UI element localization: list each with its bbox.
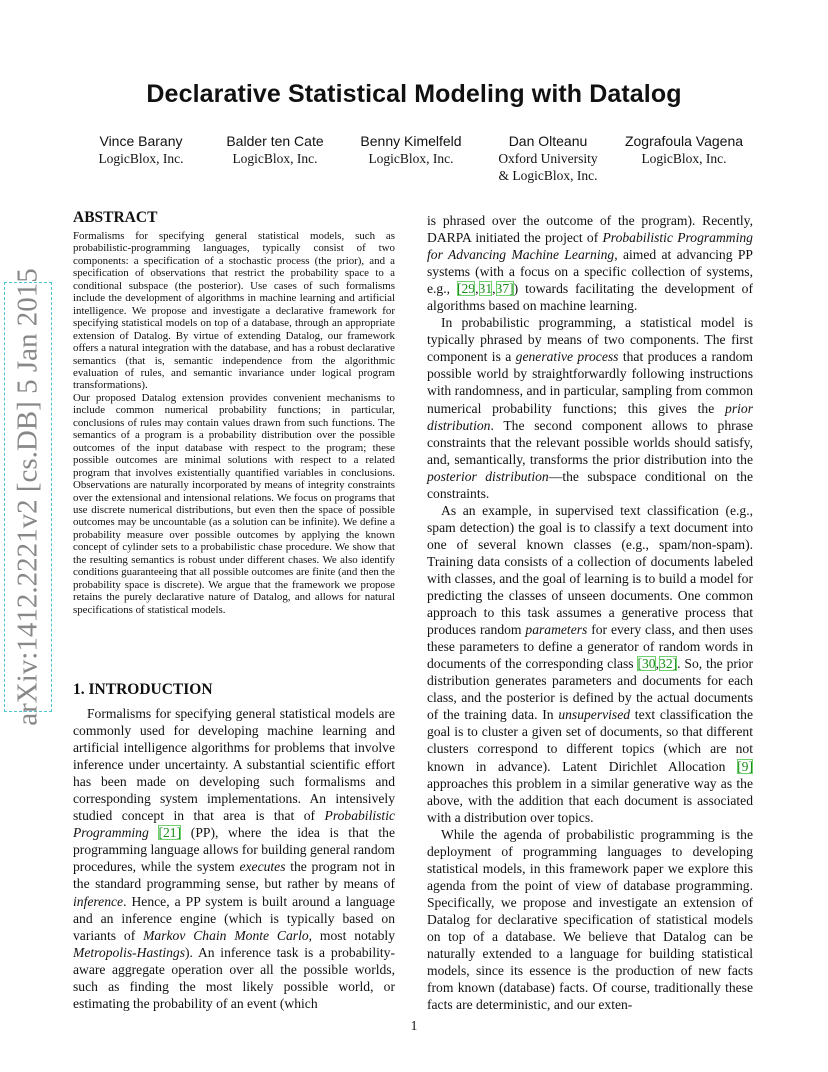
emphasis: Probabilistic Programming	[73, 808, 395, 841]
text-run: , most notably	[308, 927, 395, 943]
author-name: Dan Olteanu	[508, 133, 588, 149]
author-affiliation: LogicBlox, Inc.	[232, 151, 318, 166]
author-name: Benny Kimelfeld	[360, 133, 462, 149]
right-paragraph-3: While the agenda of probabilistic programming is the deployment of programming languages to developing statistical models, in this framework paper we explore this agenda from the point of view of database programming. Specifically, we propose and investigate an extension of Datalog for declarative specification of statistical models on top of a database. We believe that Datalog can be naturally extended to a language for building statistical models, since its essence is the production of new facts from known (database) facts. Of course, traditionally these facts are deterministic, and our exten-	[427, 826, 753, 1013]
author-3	[344, 132, 478, 167]
arxiv-stamp[interactable]	[4, 268, 52, 726]
arxiv-identifier: arXiv:1412.2221v2 [cs.DB] 5 Jan 2015	[11, 268, 44, 726]
text-run: text classification the goal is to cluster a given set of documents, so that different clusters correspond to different topics (which are not known in advance). Latent Dirichlet Allocation	[427, 707, 753, 774]
text-run: approaches this problem in a similar generative way as the above, with the addition that each document is associated with a distribution over topics.	[427, 775, 753, 825]
author-affiliation-2: & LogicBlox, Inc.	[498, 168, 598, 183]
author-1	[74, 132, 208, 167]
emphasis: generative process	[515, 349, 619, 365]
emphasis: posterior distribution	[427, 468, 549, 484]
citation-link[interactable]: [29	[456, 281, 476, 297]
author-affiliation: Oxford University	[498, 151, 598, 166]
text-run: . Hence, a PP system is built around a language and an inference engine (which is typically based on variants of	[73, 893, 395, 943]
text-run: , aimed at advancing PP systems (with a focus on a specific collection of systems, e.g.,	[427, 247, 753, 297]
author-affiliation: LogicBlox, Inc.	[98, 151, 184, 166]
citation-link[interactable]: [21]	[158, 825, 182, 841]
right-column-body	[427, 212, 753, 1013]
emphasis: prior distribution	[427, 400, 753, 433]
emphasis: parameters	[525, 622, 588, 638]
text-run: . The second component allows to phrase constraints that the relevant possible worlds should satisfy, and, semantically, transforms the prior distribution into the	[427, 417, 753, 467]
author-affiliation: LogicBlox, Inc.	[368, 151, 454, 166]
emphasis: unsupervised	[558, 707, 631, 723]
emphasis: Metropolis-Hastings	[73, 944, 186, 960]
abstract-paragraph-2: Our proposed Datalog extension provides convenient mechanisms to include common numerical probability functions; in particular, conclusions of rules may contain values drawn from such functions. The semantics of a program is a probability distribution over the possible outcomes of the input database with respect to the program; these possible outcomes are minimal solutions with respect to a related program that involves existentially quantified variables in conclusions. Observations are naturally incorporated by means of integrity constraints over the extensional and intensional relations. We focus on programs that use discrete numerical distributions, but even then the space of possible outcomes may be uncountable (as a solution can be infinite). We define a probability measure over possible outcomes by applying the known concept of cylinder sets to a probabilistic chase procedure. We show that the resulting semantics is robust under different chases. We also identify conditions guaranteeing that all possible outcomes are finite (and then the probability space is discrete). We argue that the framework we propose retains the purely declarative nature of Datalog, and allows for natural specifications of statistical models.	[73, 391, 395, 616]
introduction-heading: 1. INTRODUCTION	[73, 681, 213, 698]
author-name: Zografoula Vagena	[624, 133, 744, 149]
author-5	[617, 132, 751, 167]
citation-link[interactable]: 31	[478, 281, 493, 297]
citation-link[interactable]: [9]	[737, 758, 753, 774]
right-paragraph-0: is phrased over the outcome of the program). Recently, DARPA initiated the project of Probabilistic Programming for Advancing Machine Learning, aimed at advancing PP systems (with a focus on a specific collection of systems, e.g., [29,31,37]) towards facilitating the development of algorithms based on machine learning.	[427, 213, 753, 314]
author-name: Vince Barany	[99, 133, 183, 149]
text-run: ) towards facilitating the development of algorithms based on machine learning.	[427, 281, 753, 314]
text-run: In probabilistic programming, a statistical model is typically phrased by means of two components. The first component is a	[427, 315, 753, 365]
abstract-paragraph-1: Formalisms for specifying general statistical models, such as probabilistic-programming languages, typically consist of two components: a specification of a stochastic process (the prior), and a specification of observations that restrict the probability space to a conditional subspace (the posterior). Use cases of such formalisms include the development of algorithms in machine learning and artificial intelligence. We propose and investigate a declarative framework for specifying statistical models on top of a database, through an appropriate extension of Datalog. By virtue of extending Datalog, our framework offers a natural integration with the database, and has a robust declarative semantics (that is, semantic independence from the algorithmic evaluation of rules, and semantic invariance under logical program transformations).	[73, 230, 395, 392]
intro-paragraph-1	[73, 705, 395, 1012]
text-run: As an example, in supervised text classification (e.g., spam detection) the goal is to classify a text document into one of several known classes (e.g., spam/non-spam). Training data consists of a collection of documents labeled with classes, and the goal of learning is to build a model for predicting the classes of unseen documents. One common approach to this task assumes a generative process that produces random	[427, 502, 753, 638]
text-run: Formalisms for specifying general statistical models are commonly used for developing machine learning and artificial intelligence algorithms for problems that involve inference under uncertainty. A substantial scientific effort has been made on developing such formalisms and corresponding system implementations. An intensively studied concept in that area is that of	[73, 706, 395, 824]
text-run: —the subspace conditional on the constraints.	[427, 468, 753, 501]
text-run: . So, the prior distribution generates parameters and documents for each class, and the posterior is defined by the actual documents of the training data. In	[427, 656, 753, 723]
citation-link[interactable]: 32]	[659, 656, 678, 672]
abstract-body	[73, 230, 395, 616]
author-4	[481, 132, 615, 184]
author-affiliation: LogicBlox, Inc.	[641, 151, 727, 166]
emphasis: Markov Chain Monte Carlo	[143, 927, 309, 943]
right-paragraph-2: As an example, in supervised text classification (e.g., spam detection) the goal is to classify a text document into one of several known classes (e.g., spam/non-spam). Training data consists of a collection of documents labeled with classes, and the goal of learning is to build a model for predicting the classes of unseen documents. One common approach to this task assumes a generative process that produces random parameters for every class, and then uses these parameters to define a generator of random words in documents of the corresponding class [30,32]. So, the prior distribution generates parameters and documents for each class, and the posterior is defined by the actual documents of the training data. In unsupervised text classification the goal is to cluster a given set of documents, so that different clusters correspond to different topics (which are not known in advance). Latent Dirichlet Allocation [9] approaches this problem in a similar generative way as the above, with the addition that each document is associated with a distribution over topics.	[427, 502, 753, 825]
right-paragraph-1	[427, 314, 753, 502]
emphasis: Probabilistic Programming for Advancing Machine Learning	[427, 230, 753, 263]
emphasis: inference	[73, 893, 124, 909]
paper-title: Declarative Statistical Modeling with Datalog	[146, 80, 682, 108]
text-run: the program not in the standard programming sense, but rather by means of	[73, 859, 395, 892]
author-2	[208, 132, 342, 167]
abstract-heading: ABSTRACT	[73, 209, 158, 226]
text-run: that produces a random possible world by straightforwardly following instructions with randomness, and in particular, sampling from common numerical probability functions; this gives the	[427, 349, 754, 416]
citation-link[interactable]: [30	[637, 656, 656, 672]
author-name: Balder ten Cate	[226, 133, 324, 149]
citation-link[interactable]: 37]	[495, 281, 514, 297]
author-list	[0, 132, 828, 192]
introduction-body	[73, 705, 395, 1012]
text-run: for every class, and then uses these parameters to define a generator of random words in documents of the corresponding class	[427, 622, 753, 672]
emphasis: executes	[239, 859, 286, 875]
text-run: (PP), where the idea is that the programming language allows for building general random procedures, while the system	[73, 825, 395, 875]
text-run: ). An inference task is a probability-aware aggregate operation over all the possible worlds, such as finding the most likely possible world, or estimating the probability of an event (which	[73, 944, 395, 1011]
page-number: 1	[410, 1018, 418, 1033]
text-run: is phrased over the outcome of the program). Recently, DARPA initiated the project of	[427, 213, 753, 246]
